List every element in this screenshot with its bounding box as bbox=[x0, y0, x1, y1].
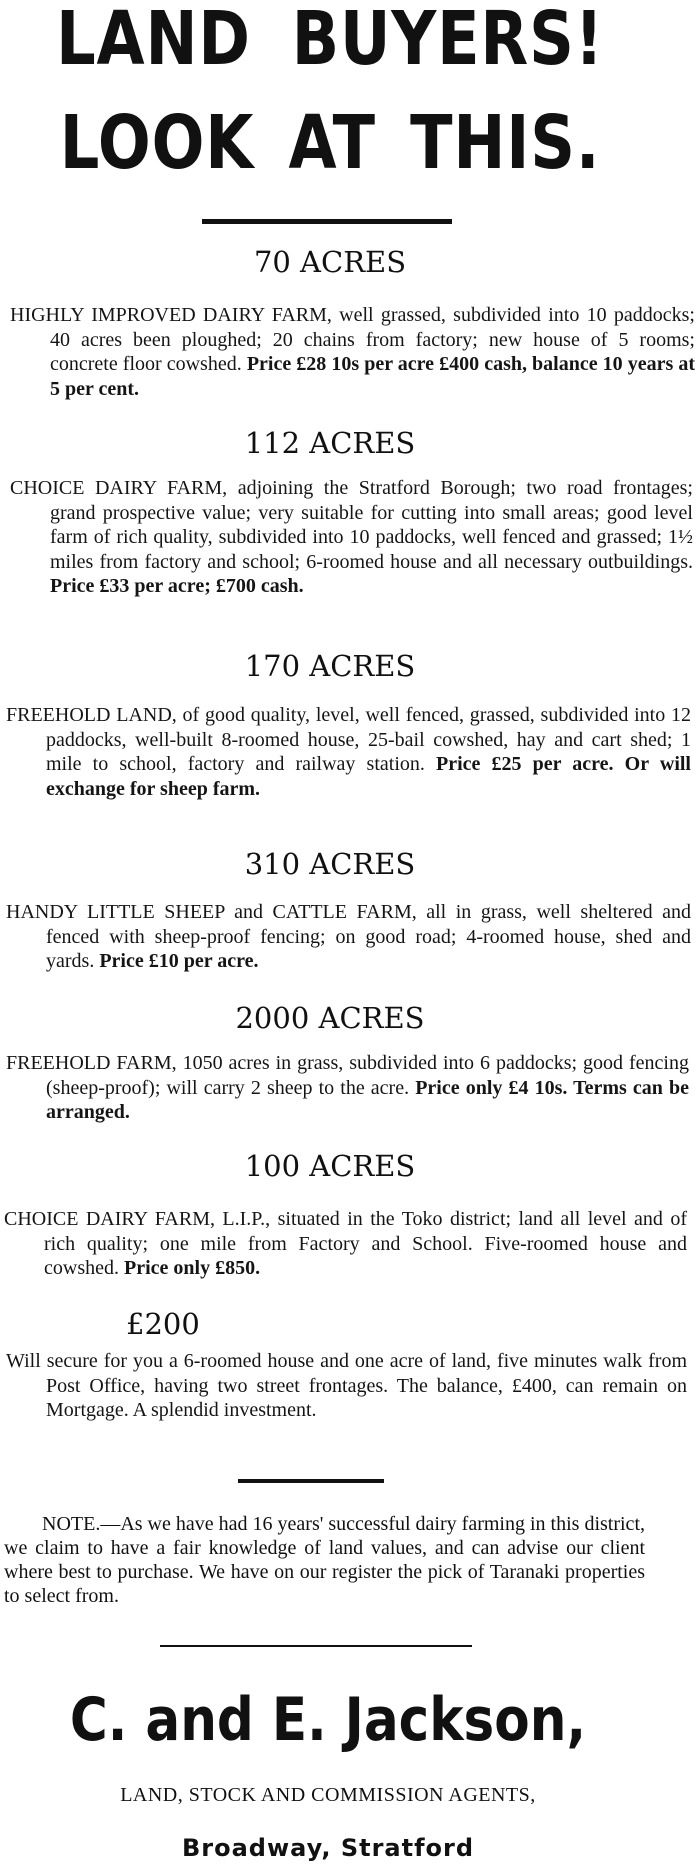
listing-description bbox=[4, 1207, 687, 1281]
listing-price: Price only £4 10s. Terms can be arranged. bbox=[46, 1076, 689, 1123]
listing-body: FREEHOLD LAND, of good quality, level, well fenced, grassed, subdivided into 12 paddocks, well-built 8-roomed house, 25-bail cowshed, hay and cart shed; 1 mile to school, factory and railway station. bbox=[6, 704, 691, 775]
listing-price: Price £25 per acre. Or will exchange for sheep farm. bbox=[46, 753, 691, 800]
firm-description: LAND, STOCK AND COMMISSION AGENTS, bbox=[120, 1784, 536, 1806]
listing-title: £200 bbox=[126, 1307, 200, 1341]
headline-line-1: LAND BUYERS! bbox=[56, 0, 604, 82]
listing-price: Price only £850. bbox=[123, 1257, 261, 1279]
firm-address: Broadway, Stratford bbox=[181, 1834, 475, 1862]
listing-body: HIGHLY IMPROVED DAIRY FARM, well grassed, subdivided into 10 paddocks; 40 acres been ploughed; 20 chains from factory; new house of 5 rooms; concrete floor cowshed. bbox=[10, 304, 695, 375]
listing-body: CHOICE DAIRY FARM, adjoining the Stratford Borough; two road frontages; grand prospective value; very suitable for cutting into small areas; good level farm of rich quality, subdivided into 10 paddocks, well fenced and grassed; 1½ miles from factory and school; 6-roomed house and all necessary outbuildings. bbox=[10, 477, 693, 573]
firm-name: C. and E. Jackson, bbox=[69, 1685, 587, 1755]
listing-description bbox=[6, 1349, 687, 1423]
listing-body: FREEHOLD FARM, 1050 acres in grass, subdivided into 6 paddocks; good fencing (sheep-proof); will carry 2 sheep to the acre. bbox=[6, 1052, 689, 1099]
listing-title: 170 ACRES bbox=[244, 649, 416, 683]
listing-body: CHOICE DAIRY FARM, L.I.P., situated in the Toko district; land all level and of rich quality; one mile from Factory and School. Five-roomed house and cowshed. bbox=[4, 1208, 687, 1279]
divider-middle bbox=[238, 1479, 384, 1483]
listing-description bbox=[10, 303, 695, 401]
listing-body: HANDY LITTLE SHEEP and CATTLE FARM, all in grass, well sheltered and fenced with sheep-proof fencing; on good road; 4-roomed house, shed and yards. bbox=[6, 901, 691, 972]
listing-title: 100 ACRES bbox=[244, 1149, 416, 1183]
listing-price: Price £33 per acre; £700 cash. bbox=[50, 575, 304, 597]
listing-title: 310 ACRES bbox=[244, 847, 416, 881]
listing-description bbox=[6, 900, 691, 974]
listing-title: 2000 ACRES bbox=[235, 1001, 425, 1035]
listing-title: 112 ACRES bbox=[244, 426, 416, 460]
listing-description bbox=[6, 703, 691, 801]
listing-title: 70 ACRES bbox=[253, 245, 407, 279]
listing-description bbox=[10, 476, 693, 599]
divider-bottom bbox=[160, 1645, 472, 1647]
listing-price: Price £10 per acre. bbox=[99, 950, 259, 972]
divider-top bbox=[202, 219, 452, 224]
listing-price: Price £28 10s per acre £400 cash, balance 10 years at 5 per cent. bbox=[50, 353, 696, 400]
listing-description bbox=[6, 1051, 689, 1125]
listing-body: Will secure for you a 6-roomed house and one acre of land, five minutes walk from Post Office, having two street frontages. The balance, £400, can remain on Mortgage. A splendid investment. bbox=[6, 1350, 687, 1421]
note-paragraph: NOTE.—As we have had 16 years' successful dairy farming in this district, we claim to have a fair knowledge of land values, and can advise our client where best to purchase. We have on our register the pick of Taranaki properties to select from. bbox=[4, 1513, 645, 1607]
headline-line-2: LOOK AT THIS. bbox=[59, 100, 601, 186]
